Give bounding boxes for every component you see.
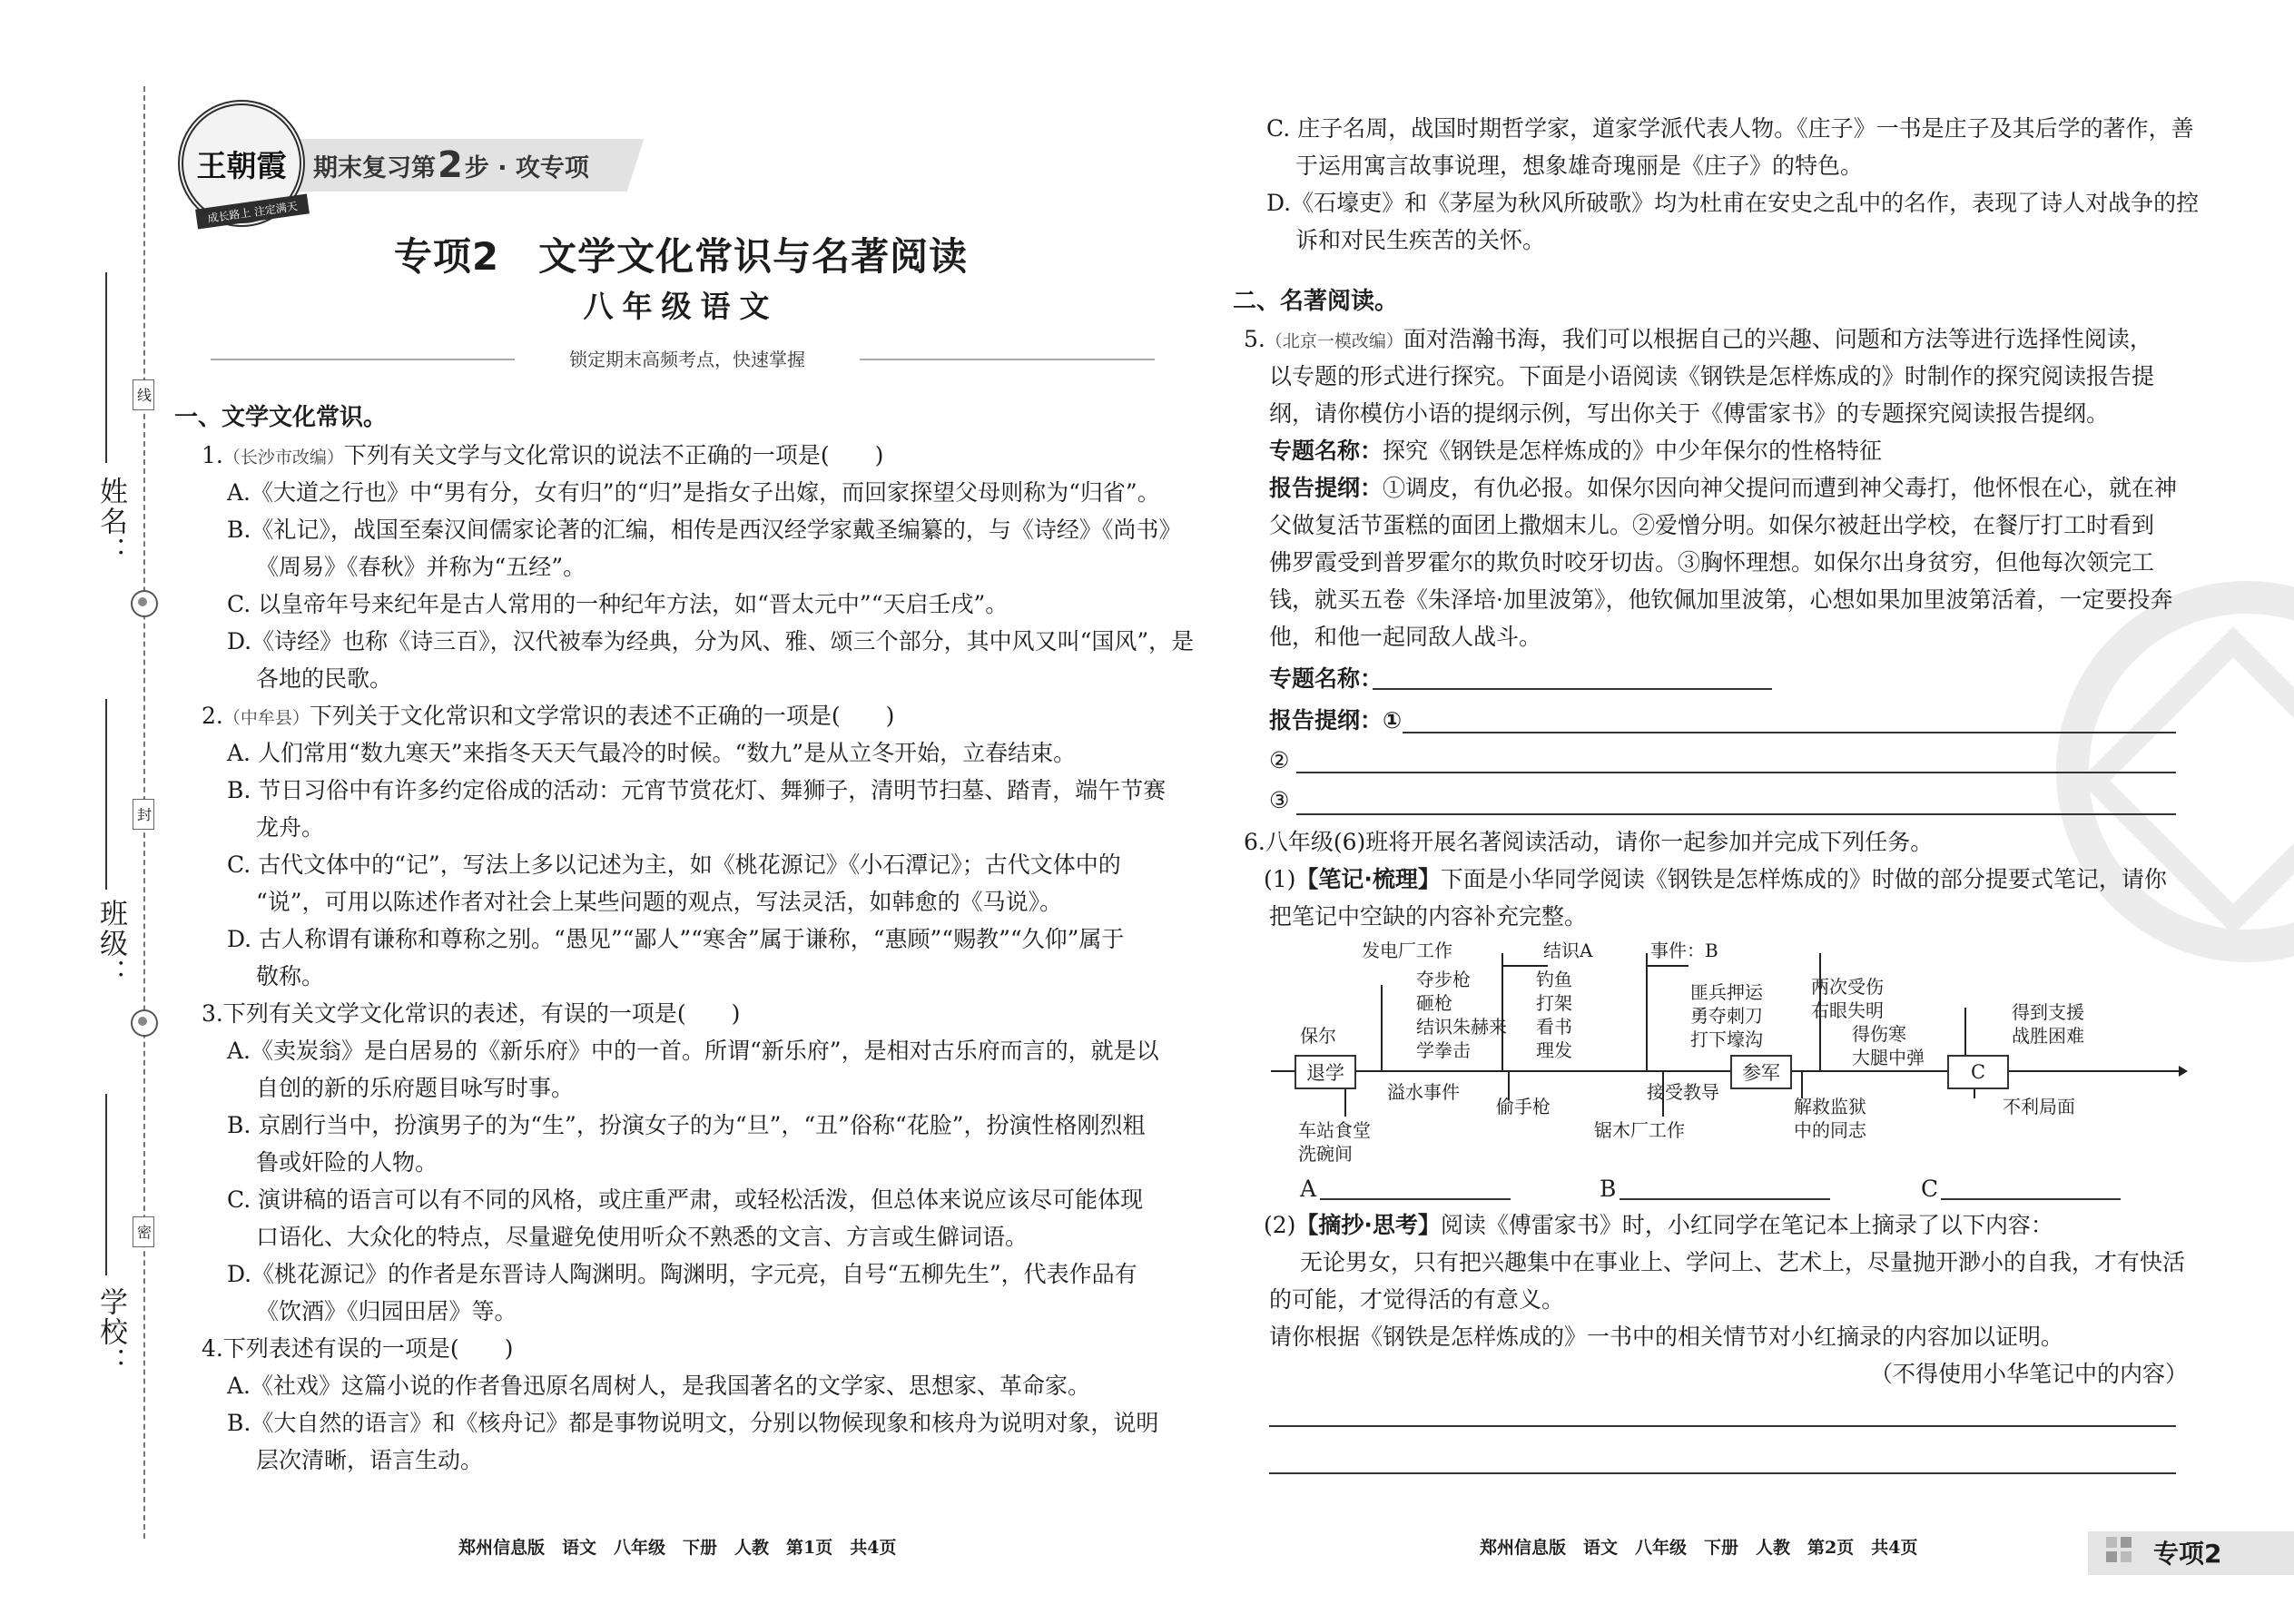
q6-quote-line-1: 无论男女，只有把兴趣集中在事业上、学问上、艺术上，尽量抛开渺小的自我，才有快活 <box>1300 1249 2186 1275</box>
section-1-heading: 一、文学文化常识。 <box>174 404 388 431</box>
diagram-bot-1b-item-1: 车站食堂 <box>1298 1119 1371 1141</box>
q6-part1-line-2: 把笔记中空缺的内容补充完整。 <box>1269 903 1588 930</box>
q3-stem-text: 下列有关文学文化常识的表述，有误的一项是( ) <box>222 1000 741 1027</box>
q6-answer-line-2[interactable] <box>1269 1472 2176 1474</box>
q4-option-c[interactable]: C. 庄子名周，战国时期哲学家，道家学派代表人物。《庄子》一书是庄子及其后学的著作，善 <box>1266 115 2194 142</box>
q6-part1-line-1 <box>1264 861 2167 898</box>
q5-topic-value: 探究《钢铁是怎样炼成的》中少年保尔的性格特征 <box>1383 438 1883 464</box>
class-field[interactable] <box>105 699 107 890</box>
school-label: 学校： <box>94 1287 127 1377</box>
seal-char-mi: 密 <box>133 1216 154 1247</box>
q6-part2-note: （不得使用小华笔记中的内容） <box>1870 1361 2189 1387</box>
q3-option-b[interactable]: B. 京剧行当中，扮演男子的为“生”，扮演女子的为“旦”，“丑”俗称“花脸”，扮演性格刚烈粗 <box>227 1112 1146 1138</box>
q6-number: 6. <box>1244 829 1265 855</box>
q5-blank-3: ③ <box>1269 787 1290 813</box>
timeline-arrowhead <box>2179 1066 2188 1077</box>
q6-quote-line-2: 的可能，才觉得活的有意义。 <box>1269 1286 1565 1313</box>
diagram-top-3-item-3: 打下壕沟 <box>1690 1029 1763 1050</box>
q6-part2-num: (2) <box>1264 1212 1296 1238</box>
q1-stem <box>202 438 883 476</box>
q4-option-b[interactable]: B.《大自然的语言》和《核舟记》都是事物说明文，分别以物候现象和核舟为说明对象，说明 <box>227 1410 1159 1436</box>
q1-stem-text: 下列有关文学与文化常识的说法不正确的一项是( ) <box>343 442 884 468</box>
q2-source: （中牟县） <box>222 708 310 728</box>
page-title: 专项2 文学文化常识与名著阅读 <box>393 234 969 279</box>
diagram-top-5-item-1: 得到支援 <box>2012 1001 2084 1023</box>
q2-option-c-cont: “说”，可用以陈述作者对社会上某些问题的观点，写法灵活，如韩愈的《马说》。 <box>256 889 1063 915</box>
q2-option-d-cont: 敬称。 <box>256 963 325 989</box>
q2-option-c[interactable]: C. 古代文体中的“记”，写法上多以记述为主，如《桃花源记》《小石潭记》；古代文体中的 <box>227 851 1121 878</box>
tagline <box>211 345 1155 372</box>
binding-hole <box>131 1009 158 1037</box>
diagram-top-4-item-3: 得伤寒 <box>1852 1023 1906 1045</box>
q5-outline-line-3: 佛罗霞受到普罗霍尔的欺负时咬牙切齿。③胸怀理想。如保尔出身贫穷，但他每次领完工 <box>1269 549 2155 576</box>
name-field[interactable] <box>105 272 107 463</box>
diagram-top-4-item-2: 右眼失明 <box>1811 999 1884 1021</box>
q6-part2-line-2: 请你根据《钢铁是怎样炼成的》一书中的相关情节对小红摘录的内容加以证明。 <box>1269 1324 2064 1350</box>
diagram-box-c[interactable]: C <box>1947 1055 2009 1089</box>
q5-source: （北京一模改编） <box>1265 331 1403 351</box>
tagline-text: 锁定期末高频考点，快速掌握 <box>569 349 805 370</box>
q4-option-a[interactable]: A.《社戏》这篇小说的作者鲁迅原名周树人，是我国著名的文学家、思想家、革命家。 <box>227 1373 1091 1399</box>
q5-outline-label: 报告提纲： <box>1269 475 1383 501</box>
page-subtitle: 八年级语文 <box>583 289 779 324</box>
q6-blank-b-label: B <box>1600 1176 1617 1202</box>
band-suffix: 步 · 攻专项 <box>464 153 589 182</box>
q5-blank-outline-text: 报告提纲：① <box>1269 707 1403 733</box>
diagram-top-3[interactable]: 事件：B <box>1650 940 1718 961</box>
q2-number: 2. <box>202 703 223 729</box>
tagline-rule-right <box>860 359 1155 360</box>
q5-line-3: 纲，请你模仿小语的提纲示例，写出你关于《傅雷家书》的专题探究阅读报告提纲。 <box>1269 400 2110 427</box>
q5-topic-label: 专题名称： <box>1269 438 1383 464</box>
diagram-top-1-item-4: 学拳击 <box>1416 1039 1471 1061</box>
q5-outline-answer-line-3[interactable] <box>1296 813 2176 815</box>
diagram-top-2-item-4: 理发 <box>1536 1039 1572 1061</box>
q6-part1-text: 下面是小华同学阅读《钢铁是怎样炼成的》时做的部分提要式笔记，请你 <box>1440 866 2167 892</box>
corner-label: 专项2 <box>2153 1539 2222 1569</box>
q1-option-a[interactable]: A.《大道之行也》中“男有分，女有归”的“归”是指女子出嫁，而回家探望父母则称为“归省”。 <box>227 479 1160 506</box>
q1-option-b-cont: 《周易》《春秋》并称为“五经”。 <box>256 554 586 580</box>
diagram-top-5-item-2: 战胜困难 <box>2012 1025 2084 1047</box>
q3-option-b-cont: 鲁或奸险的人物。 <box>256 1149 438 1176</box>
diagram-box-tuixue: 退学 <box>1295 1055 1356 1089</box>
q6-part1-tag: 【笔记·梳理】 <box>1295 866 1441 892</box>
q3-number: 3. <box>202 1000 223 1027</box>
diagram-top-1-item-1: 夺步枪 <box>1416 969 1471 990</box>
diagram-top-1: 发电厂工作 <box>1362 940 1452 961</box>
q6-blank-c-line[interactable] <box>1941 1198 2121 1200</box>
q5-outline-answer-line-1[interactable] <box>1403 732 2176 733</box>
q5-line-1 <box>1244 321 2152 359</box>
q5-outline-answer-line-2[interactable] <box>1296 772 2176 773</box>
q4-option-d[interactable]: D.《石壕吏》和《茅屋为秋风所破歌》均为杜甫在安史之乱中的名作，表现了诗人对战争的控 <box>1266 190 2200 216</box>
diagram-top-4-item-1: 两次受伤 <box>1811 976 1884 998</box>
name-label: 姓名： <box>94 477 127 566</box>
q6-answer-line-1[interactable] <box>1269 1425 2176 1427</box>
corner-deco <box>2106 1537 2117 1548</box>
q4-stem <box>202 1331 513 1367</box>
diagram-bot-5: 不利局面 <box>2003 1096 2075 1117</box>
q3-option-d-cont: 《饮酒》《归园田居》等。 <box>256 1298 517 1324</box>
diagram-top-3-item-2: 勇夺刺刀 <box>1690 1005 1763 1027</box>
q4-number: 4. <box>202 1335 223 1362</box>
q4-option-b-cont: 层次清晰，语言生动。 <box>256 1447 484 1473</box>
school-field[interactable] <box>105 1094 107 1275</box>
tagline-rule-left <box>211 359 515 360</box>
q5-blank-2: ② <box>1269 747 1290 773</box>
diagram-top-1-item-2: 砸枪 <box>1416 992 1452 1014</box>
header-band-text <box>313 143 589 188</box>
binding-hole <box>131 590 158 617</box>
q6-blank-b-line[interactable] <box>1620 1198 1830 1200</box>
q4-option-d-cont: 诉和对民生疾苦的关怀。 <box>1295 227 1546 253</box>
q2-option-d[interactable]: D. 古人称谓有谦称和尊称之别。“愚见”“鄙人”“寒舍”属于谦称，“惠顾”“赐教”“久仰”属于 <box>227 926 1125 952</box>
class-label: 班级： <box>94 899 127 989</box>
q2-option-b-cont: 龙舟。 <box>256 814 325 841</box>
band-prefix: 期末复习第 <box>313 153 436 182</box>
footer-right: 郑州信息版 语文 八年级 下册 人教 第2页 共4页 <box>1480 1538 1918 1558</box>
q6-stem-text: 八年级(6)班将开展名著阅读活动，请你一起参加并完成下列任务。 <box>1265 829 1934 855</box>
diagram-box-canjun: 参军 <box>1730 1055 1792 1089</box>
footer-left: 郑州信息版 语文 八年级 下册 人教 第1页 共4页 <box>458 1538 897 1558</box>
q6-stem <box>1244 824 1933 861</box>
q3-option-a[interactable]: A.《卖炭翁》是白居易的《新乐府》中的一首。所谓“新乐府”，是相对古乐府而言的，就是以 <box>227 1038 1159 1064</box>
q2-stem <box>202 698 894 736</box>
diagram-bot-3: 接受教导 <box>1647 1081 1719 1103</box>
corner-deco <box>2121 1537 2132 1548</box>
q6-blank-a-line[interactable] <box>1320 1198 1511 1200</box>
logo-text: 王朝霞 <box>196 147 287 183</box>
q3-option-c-cont: 口语化、大众化的特点，尽量避免使用听众不熟悉的文言、方言或生僻词语。 <box>256 1224 1029 1250</box>
q1-option-d[interactable]: D.《诗经》也称《诗三百》，汉代被奉为经典，分为风、雅、颂三个部分，其中风又叫“国风”，是 <box>227 628 1195 655</box>
q3-option-a-cont: 自创的新的乐府题目咏写时事。 <box>256 1075 575 1101</box>
q1-option-d-cont: 各地的民歌。 <box>256 665 393 692</box>
q4-stem-text: 下列表述有误的一项是( ) <box>222 1335 514 1362</box>
diagram-top-3-item-1: 匪兵押运 <box>1690 981 1763 1003</box>
q6-part2-text: 阅读《傅雷家书》时，小红同学在笔记本上摘录了以下内容： <box>1440 1212 2053 1238</box>
q4-option-c-cont: 于运用寓言故事说理，想象雄奇瑰丽是《庄子》的特色。 <box>1295 153 1864 179</box>
q5-blank-outline-label <box>1269 703 1402 739</box>
diagram-top-2[interactable]: 结识A <box>1543 940 1593 961</box>
q6-blank-c-label: C <box>1921 1176 1939 1202</box>
diagram-top-2-item-2: 打架 <box>1536 992 1572 1014</box>
q1-source: （长沙市改编） <box>222 448 344 468</box>
q2-stem-text: 下列关于文化常识和文学常识的表述不正确的一项是( ) <box>309 703 895 729</box>
q1-option-c[interactable]: C. 以皇帝年号来纪年是古人常用的一种纪年方法，如“晋太元中”“天启壬戌”。 <box>227 591 1009 617</box>
diagram-top-2-item-3: 看书 <box>1536 1016 1572 1038</box>
q5-blank-topic-label: 专题名称： <box>1269 665 1383 692</box>
q2-option-a[interactable]: A. 人们常用“数九寒天”来指冬天天气最冷的时候。“数九”是从立冬开始，立春结束。 <box>227 740 1077 766</box>
q5-outline-line-1 <box>1269 470 2177 507</box>
band-step: 2 <box>438 144 463 186</box>
q2-option-b[interactable]: B. 节日习俗中有许多约定俗成的活动：元宵节赏花灯、舞狮子，清明节扫墓、踏青，端午节赛 <box>227 777 1167 803</box>
q3-option-d[interactable]: D.《桃花源记》的作者是东晋诗人陶渊明。陶渊明，字元亮，自号“五柳先生”，代表作品有 <box>227 1261 1137 1287</box>
diagram-bot-1: 溢水事件 <box>1387 1081 1460 1103</box>
diagram-top-2-item-1: 钓鱼 <box>1536 969 1572 990</box>
q5-line-2: 以专题的形式进行探究。下面是小语阅读《钢铁是怎样炼成的》时制作的探究阅读报告提 <box>1269 363 2155 389</box>
corner-deco <box>2106 1551 2117 1562</box>
corner-deco <box>2121 1551 2132 1562</box>
diagram-top-4-item-4: 大腿中弹 <box>1852 1047 1925 1068</box>
diagram-bot-2: 偷手枪 <box>1496 1096 1551 1117</box>
q1-number: 1. <box>202 442 223 468</box>
q1-option-b[interactable]: B.《礼记》，战国至秦汉间儒家论著的汇编，相传是西汉经学家戴圣编纂的，与《诗经》《尚书》 <box>227 517 1182 543</box>
q5-outline-line-5: 他，和他一起同敌人战斗。 <box>1269 624 1542 650</box>
q5-outline-line-4: 钱，就买五卷《朱泽培·加里波第》，他钦佩加里波第，心想如果加里波第活着，一定要投奔 <box>1269 586 2173 613</box>
q5-number: 5. <box>1244 326 1265 352</box>
diagram-bot-1b-item-2: 洗碗间 <box>1298 1143 1353 1165</box>
q5-outline-line-2: 父做复活节蛋糕的面团上撒烟末儿。②爱憎分明。如保尔被赶出学校，在餐厅打工时看到 <box>1269 512 2155 538</box>
q6-part2-line-1 <box>1264 1207 2053 1244</box>
q5-topic <box>1269 433 1882 469</box>
diagram-bot-4-item-2: 中的同志 <box>1794 1119 1866 1141</box>
diagram-bot-3b: 锯木厂工作 <box>1594 1119 1685 1141</box>
q3-option-c[interactable]: C. 演讲稿的语言可以有不同的风格，或庄重严肃，或轻松活泼，但总体来说应该尽可能体现 <box>227 1186 1144 1213</box>
q3-stem <box>202 996 740 1032</box>
diagram-top-1-item-3: 结识朱赫来 <box>1416 1016 1507 1038</box>
q5-text-1: 面对浩瀚书海，我们可以根据自己的兴趣、问题和方法等进行选择性阅读， <box>1403 326 2152 352</box>
q5-outline-text-1: ①调皮，有仇必报。如保尔因向神父提问而遭到神父毒打，他怀恨在心，就在神 <box>1383 475 2178 501</box>
diagram-bot-4-item-1: 解救监狱 <box>1794 1096 1866 1117</box>
diagram-start-label: 保尔 <box>1300 1025 1336 1047</box>
section-2-heading: 二、名著阅读。 <box>1233 288 1399 315</box>
q5-topic-answer-line[interactable] <box>1373 688 1772 690</box>
seal-char-xian: 线 <box>133 379 154 410</box>
q6-part1-num: (1) <box>1264 866 1296 892</box>
q6-blank-a-label: A <box>1300 1176 1317 1202</box>
q6-part2-tag: 【摘抄·思考】 <box>1295 1212 1441 1238</box>
seal-char-feng: 封 <box>133 799 154 830</box>
logo-ribbon: 成长路上 注定满天 <box>195 193 310 229</box>
